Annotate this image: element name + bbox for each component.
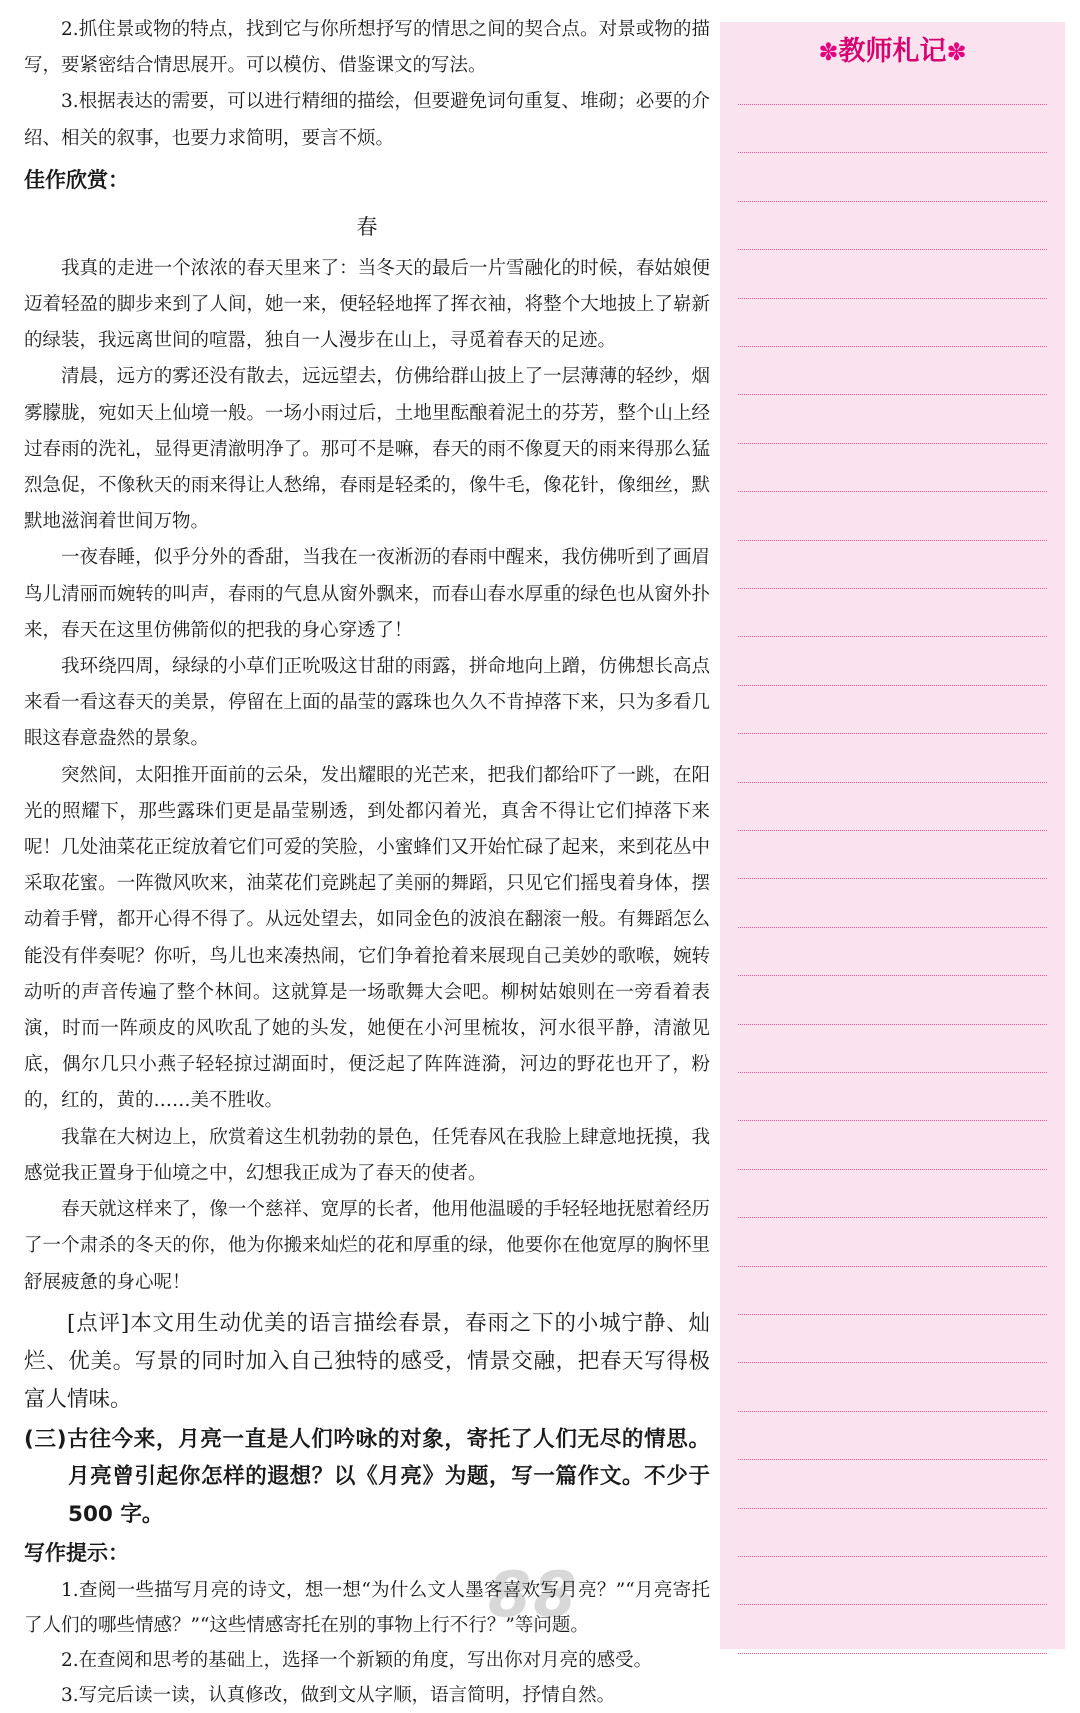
tip-item: 2.抓住景或物的特点，找到它与你所想抒写的情思之间的契合点。对景或物的描写，要紧密结合情思展开。可以模仿、借鉴课文的写法。 <box>24 19 710 77</box>
page-number: 88 <box>488 1558 579 1631</box>
note-line <box>738 1653 1047 1654</box>
note-line <box>738 1314 1047 1315</box>
task-number: (三) <box>24 1426 67 1452</box>
writing-tip-item: 3.写完后读一读，认真修改，做到文从字顺，语言简明，抒情自然。 <box>61 1685 616 1707</box>
note-line <box>738 346 1047 347</box>
essay-paragraph: 清晨，远方的雾还没有散去，远远望去，仿佛给群山披上了一层薄薄的轻纱，烟雾朦胧，宛如天上仙境一般。一场小雨过后，土地里酝酿着泥土的芬芳，整个山上经过春雨的洗礼，显得更清澈明净了。那可不是嘛，春天的雨不像夏天的雨来得那么猛烈急促，不像秋天的雨来得让人愁绵，春雨是轻柔的，像牛毛，像花针，像细丝，默默地滋润着世间万物。 <box>24 366 710 533</box>
task-text: 古往今来，月亮一直是人们吟咏的对象，寄托了人们无尽的情思。月亮曾引起你怎样的遐想？以《月亮》为题，写一篇作文。不少于 500 字。 <box>66 1426 710 1527</box>
note-line <box>738 394 1047 395</box>
note-line <box>738 152 1047 153</box>
note-line <box>738 1604 1047 1605</box>
tip-item: 3.根据表达的需要，可以进行精细的描绘，但要避免词句重复、堆砌；必要的介绍、相关的叙事，也要力求简明，要言不烦。 <box>24 91 710 149</box>
note-line <box>738 298 1047 299</box>
teacher-notes-panel <box>720 22 1065 1649</box>
note-line <box>738 782 1047 783</box>
note-line <box>738 685 1047 686</box>
note-line <box>738 104 1047 105</box>
note-line <box>738 1169 1047 1170</box>
writing-tip-item: 2.在查阅和思考的基础上，选择一个新颖的角度，写出你对月亮的感受。 <box>61 1650 653 1672</box>
writing-tips-heading: 写作提示： <box>24 1541 129 1566</box>
note-line <box>738 1266 1047 1267</box>
note-line <box>738 249 1047 250</box>
flower-icon: ✽ <box>818 38 839 66</box>
flower-icon: ✽ <box>946 38 967 66</box>
note-line <box>738 540 1047 541</box>
note-line <box>738 1508 1047 1509</box>
comment-text: 本文用生动优美的语言描绘春景，春雨之下的小城宁静、灿烂、优美。写景的同时加入自己独特的感受，情景交融，把春天写得极富人情味。 <box>24 1310 710 1412</box>
essay-paragraph: 突然间，太阳推开面前的云朵，发出耀眼的光芒来，把我们都给吓了一跳，在阳光的照耀下，那些露珠们更是晶莹剔透，到处都闪着光，真舍不得让它们掉落下来呢！几处油菜花正绽放着它们可爱的笑脸，小蜜蜂们又开始忙碌了起来，来到花丛中采取花蜜。一阵微风吹来，油菜花们竞跳起了美丽的舞蹈，只见它们摇曳着身体，摆动着手臂，都开心得不得了。从远处望去，如同金色的波浪在翻滚一般。有舞蹈怎么能没有伴奏呢？你听，鸟儿也来凑热闹，它们争着抢着来展现自己美妙的歌喉，婉转动听的声音传遍了整个林间。这就算是一场歌舞大会吧。柳树姑娘则在一旁看着表演，时而一阵顽皮的风吹乱了她的头发，她便在小河里梳妆，河水很平静，清澈见底，偶尔几只小燕子轻轻掠过湖面时，便泛起了阵阵涟漪，河边的野花也开了，粉的，红的，黄的……美不胜收。 <box>24 764 710 1112</box>
note-line <box>738 1217 1047 1218</box>
teacher-notes-label: 教师札记 <box>838 36 947 67</box>
note-line <box>738 491 1047 492</box>
note-line <box>738 1556 1047 1557</box>
note-line <box>738 1411 1047 1412</box>
note-line <box>738 830 1047 831</box>
essay-title: 春 <box>356 214 378 239</box>
note-line <box>738 975 1047 976</box>
note-line <box>738 733 1047 734</box>
essay-paragraph: 我靠在大树边上，欣赏着这生机勃勃的景色，任凭春风在我脸上肆意地抚摸，我感觉我正置身于仙境之中，幻想我正成为了春天的使者。 <box>24 1126 710 1184</box>
note-line <box>738 588 1047 589</box>
note-line <box>738 1120 1047 1121</box>
essay-paragraph: 春天就这样来了，像一个慈祥、宽厚的长者，他用他温暖的手轻轻地抚慰着经历了一个肃杀的冬天的你，他为你搬来灿烂的花和厚重的绿，他要你在他宽厚的胸怀里舒展疲惫的身心呢！ <box>24 1199 710 1293</box>
note-lines[interactable] <box>738 22 1047 1649</box>
essay-paragraph: 我环绕四周，绿绿的小草们正吮吸这甘甜的雨露，拼命地向上蹭，仿佛想长高点来看一看这春天的美景，停留在上面的晶莹的露珠也久久不肯掉落下来，只为多看几眼这春意盎然的景象。 <box>24 656 710 750</box>
note-line <box>738 636 1047 637</box>
essay-paragraph: 我真的走进一个浓浓的春天里来了：当冬天的最后一片雪融化的时候，春姑娘便迈着轻盈的脚步来到了人间，她一来，便轻轻地挥了挥衣袖，将整个大地披上了崭新的绿装，我远离世间的喧嚣，独自一人漫步在山上，寻觅着春天的足迹。 <box>24 257 710 352</box>
note-line <box>738 1459 1047 1460</box>
comment <box>24 1305 710 1419</box>
appreciation-heading: 佳作欣赏： <box>24 167 129 192</box>
note-line <box>738 443 1047 444</box>
writing-task <box>24 1421 710 1534</box>
comment-label: [点评] <box>67 1310 130 1336</box>
note-line <box>738 1072 1047 1073</box>
note-line <box>738 878 1047 879</box>
note-line <box>738 1024 1047 1025</box>
writing-tip-item: 1.查阅一些描写月亮的诗文，想一想“为什么文人墨客喜欢写月亮？”“月亮寄托了人们的哪些情感？”“这些情感寄托在别的事物上行不行？”等问题。 <box>24 1580 710 1637</box>
main-content <box>24 12 710 1713</box>
essay-paragraph: 一夜春睡，似乎分外的香甜，当我在一夜淅沥的春雨中醒来，我仿佛听到了画眉鸟儿清丽而婉转的叫声，春雨的气息从窗外飘来，而春山春水厚重的绿色也从窗外扑来，春天在这里仿佛箭似的把我的身心穿透了！ <box>24 547 710 641</box>
note-line <box>738 1362 1047 1363</box>
note-line <box>738 927 1047 928</box>
note-line <box>738 201 1047 202</box>
